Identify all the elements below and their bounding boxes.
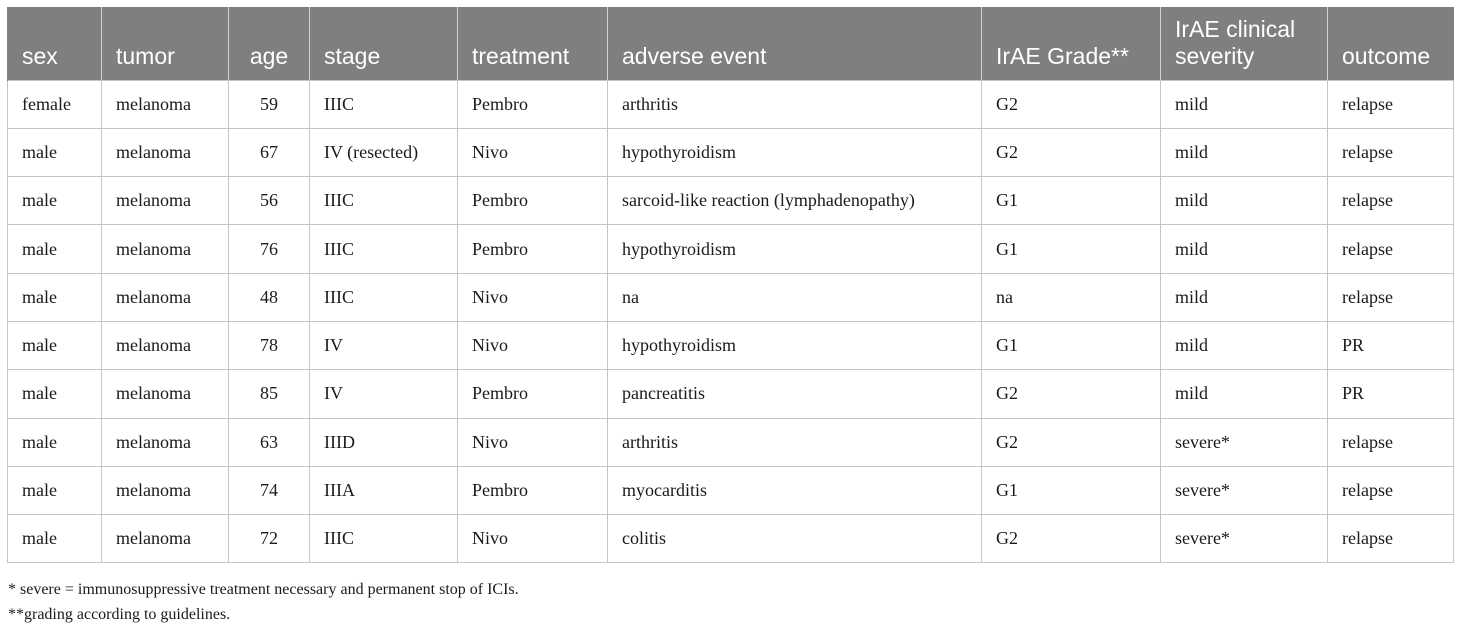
header-stage: stage: [310, 7, 458, 80]
header-treatment: treatment: [458, 7, 608, 80]
cell-outcome: PR: [1328, 321, 1454, 369]
cell-age: 67: [229, 128, 310, 176]
cell-irae-grade: G2: [982, 515, 1161, 563]
footnote-grading: **grading according to guidelines.: [8, 606, 231, 623]
cell-age: 48: [229, 273, 310, 321]
cell-adverse-event: pancreatitis: [608, 370, 982, 418]
cell-outcome: relapse: [1328, 128, 1454, 176]
cell-adverse-event: na: [608, 273, 982, 321]
header-irae-grade: IrAE Grade**: [982, 7, 1161, 80]
header-age: age: [229, 7, 310, 80]
cell-sex: male: [8, 321, 102, 369]
cell-age: 74: [229, 466, 310, 514]
cell-irae-clinical-severity: severe*: [1161, 515, 1328, 563]
header-tumor: tumor: [102, 7, 229, 80]
cell-age: 59: [229, 80, 310, 128]
cell-outcome: relapse: [1328, 80, 1454, 128]
cell-adverse-event: colitis: [608, 515, 982, 563]
cell-outcome: relapse: [1328, 418, 1454, 466]
cell-treatment: Nivo: [458, 128, 608, 176]
cell-irae-clinical-severity: mild: [1161, 370, 1328, 418]
footnotes: [8, 577, 519, 627]
cell-stage: IIIC: [310, 80, 458, 128]
cell-irae-clinical-severity: mild: [1161, 225, 1328, 273]
cell-treatment: Nivo: [458, 418, 608, 466]
cell-irae-clinical-severity: mild: [1161, 128, 1328, 176]
cell-irae-clinical-severity: mild: [1161, 80, 1328, 128]
table-container: [7, 7, 1453, 563]
cell-sex: male: [8, 370, 102, 418]
cell-age: 63: [229, 418, 310, 466]
cell-tumor: melanoma: [102, 273, 229, 321]
cell-age: 78: [229, 321, 310, 369]
cell-age: 76: [229, 225, 310, 273]
cell-outcome: relapse: [1328, 466, 1454, 514]
cell-irae-clinical-severity: severe*: [1161, 418, 1328, 466]
cell-tumor: melanoma: [102, 177, 229, 225]
cell-outcome: relapse: [1328, 515, 1454, 563]
table-row: [8, 80, 1454, 128]
header-irae-clinical-severity: IrAE clinical severity: [1161, 7, 1328, 80]
cell-stage: IIIC: [310, 225, 458, 273]
cell-stage: IV (resected): [310, 128, 458, 176]
cell-outcome: relapse: [1328, 273, 1454, 321]
cell-tumor: melanoma: [102, 418, 229, 466]
cell-tumor: melanoma: [102, 466, 229, 514]
cell-tumor: melanoma: [102, 515, 229, 563]
cell-irae-clinical-severity: mild: [1161, 177, 1328, 225]
table-row: [8, 273, 1454, 321]
cell-sex: male: [8, 177, 102, 225]
cell-irae-clinical-severity: mild: [1161, 273, 1328, 321]
cell-irae-clinical-severity: mild: [1161, 321, 1328, 369]
table-row: [8, 225, 1454, 273]
table-row: [8, 128, 1454, 176]
cell-sex: male: [8, 515, 102, 563]
cell-sex: male: [8, 466, 102, 514]
cell-sex: female: [8, 80, 102, 128]
header-sex: sex: [8, 7, 102, 80]
cell-adverse-event: myocarditis: [608, 466, 982, 514]
cell-stage: IV: [310, 370, 458, 418]
cell-age: 72: [229, 515, 310, 563]
cell-treatment: Nivo: [458, 515, 608, 563]
table-row: [8, 515, 1454, 563]
cell-age: 85: [229, 370, 310, 418]
irae-table: [7, 7, 1454, 563]
table-row: [8, 177, 1454, 225]
table-row: [8, 466, 1454, 514]
cell-outcome: PR: [1328, 370, 1454, 418]
cell-adverse-event: hypothyroidism: [608, 321, 982, 369]
cell-treatment: Pembro: [458, 225, 608, 273]
cell-stage: IIID: [310, 418, 458, 466]
cell-treatment: Pembro: [458, 466, 608, 514]
cell-irae-grade: G1: [982, 321, 1161, 369]
cell-treatment: Nivo: [458, 273, 608, 321]
cell-adverse-event: arthritis: [608, 418, 982, 466]
cell-irae-grade: G2: [982, 128, 1161, 176]
cell-irae-grade: G2: [982, 418, 1161, 466]
cell-sex: male: [8, 273, 102, 321]
cell-stage: IIIC: [310, 515, 458, 563]
cell-stage: IIIA: [310, 466, 458, 514]
cell-adverse-event: arthritis: [608, 80, 982, 128]
cell-treatment: Pembro: [458, 80, 608, 128]
cell-irae-grade: G2: [982, 370, 1161, 418]
cell-irae-grade: na: [982, 273, 1161, 321]
cell-tumor: melanoma: [102, 225, 229, 273]
table-row: [8, 370, 1454, 418]
cell-treatment: Pembro: [458, 177, 608, 225]
cell-age: 56: [229, 177, 310, 225]
footnote-severe: * severe = immunosuppressive treatment necessary and permanent stop of ICIs.: [8, 581, 519, 598]
header-adverse-event: adverse event: [608, 7, 982, 80]
cell-tumor: melanoma: [102, 321, 229, 369]
cell-adverse-event: hypothyroidism: [608, 128, 982, 176]
header-outcome: outcome: [1328, 7, 1454, 80]
cell-irae-grade: G2: [982, 80, 1161, 128]
table-row: [8, 418, 1454, 466]
cell-irae-clinical-severity: severe*: [1161, 466, 1328, 514]
table-row: [8, 321, 1454, 369]
cell-outcome: relapse: [1328, 225, 1454, 273]
cell-tumor: melanoma: [102, 80, 229, 128]
cell-stage: IV: [310, 321, 458, 369]
cell-adverse-event: hypothyroidism: [608, 225, 982, 273]
cell-irae-grade: G1: [982, 177, 1161, 225]
cell-stage: IIIC: [310, 177, 458, 225]
header-row: [8, 7, 1454, 80]
cell-tumor: melanoma: [102, 370, 229, 418]
cell-tumor: melanoma: [102, 128, 229, 176]
cell-sex: male: [8, 128, 102, 176]
cell-sex: male: [8, 225, 102, 273]
cell-treatment: Pembro: [458, 370, 608, 418]
cell-treatment: Nivo: [458, 321, 608, 369]
cell-irae-grade: G1: [982, 225, 1161, 273]
cell-sex: male: [8, 418, 102, 466]
cell-outcome: relapse: [1328, 177, 1454, 225]
cell-irae-grade: G1: [982, 466, 1161, 514]
cell-stage: IIIC: [310, 273, 458, 321]
cell-adverse-event: sarcoid-like reaction (lymphadenopathy): [608, 177, 982, 225]
table-body: [8, 80, 1454, 563]
